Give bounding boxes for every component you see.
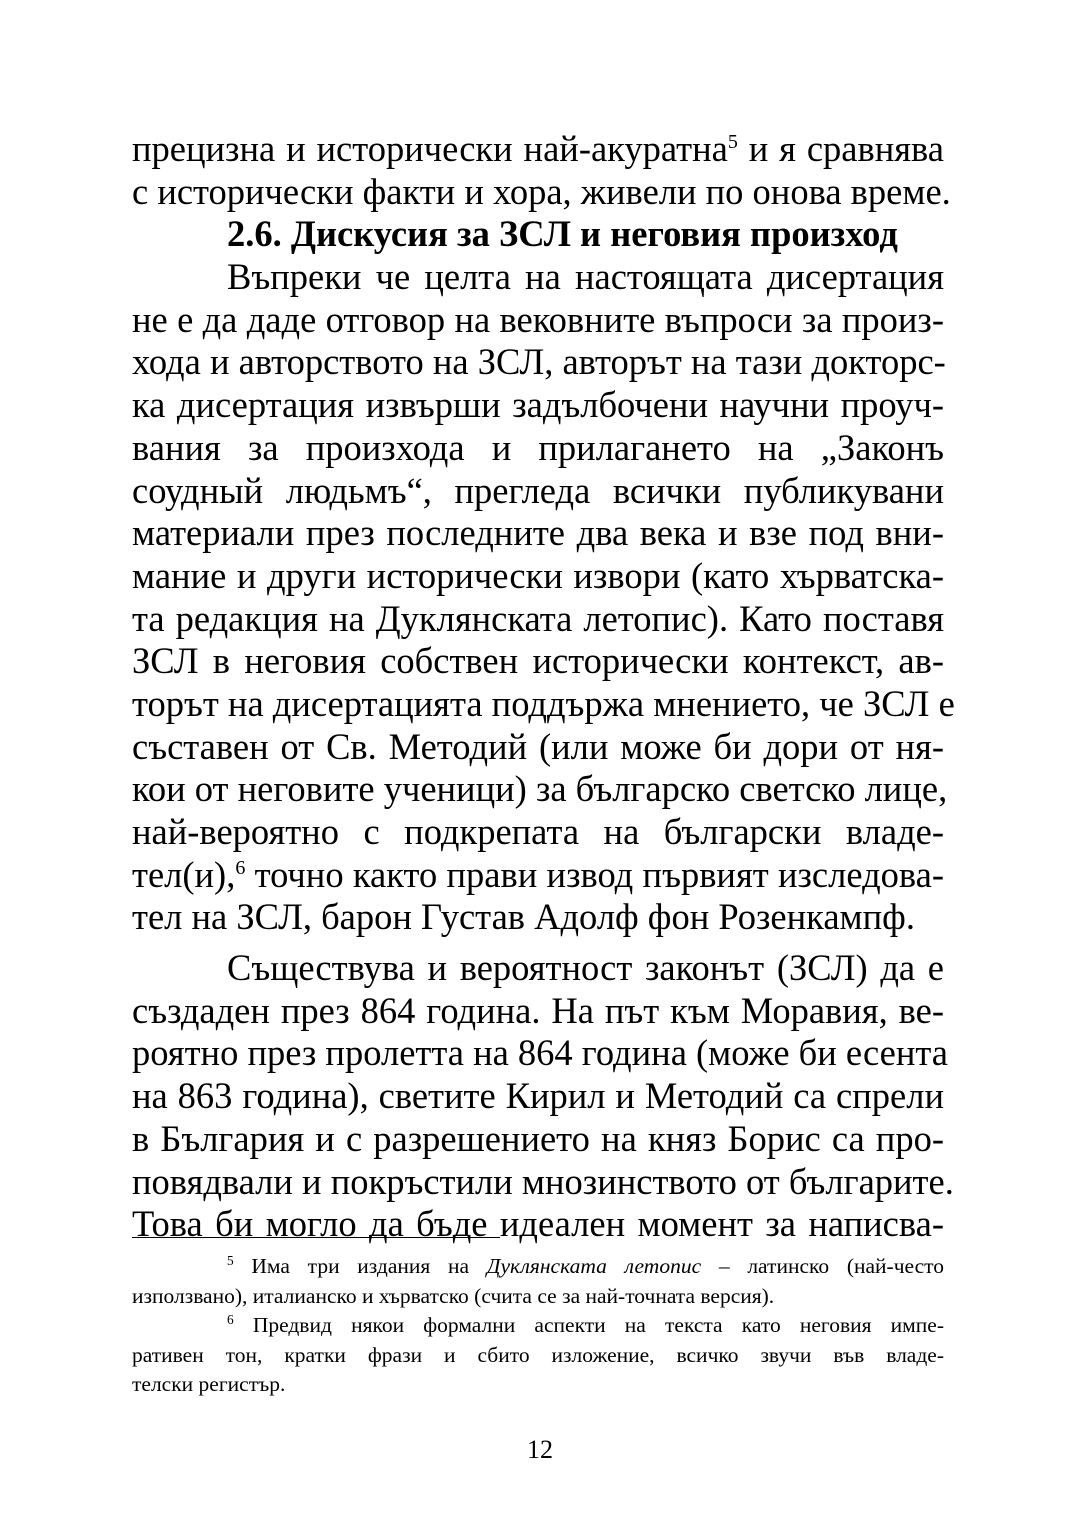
footnote-ref-5[interactable]: 5 — [727, 130, 738, 153]
text-line: та редакция на Дуклянската летопис). Като поставя — [132, 597, 944, 639]
text-line: най-вероятно с подкрепата на български владе- — [132, 811, 944, 852]
text-line: вания за произхода и прилагането на „Законъ — [132, 426, 944, 468]
footnotes — [132, 1252, 944, 1400]
text-line: с исторически факти и хора, живели по онова време. — [132, 170, 951, 212]
text-line: кои от неговите ученици) за българско светско лице, — [132, 768, 948, 810]
text-line: Това би могло да бъде идеален момент за написва- — [132, 1203, 944, 1245]
text-line: ка дисертация извърши задълбочени научни проуч- — [132, 384, 944, 426]
footnote-5 — [132, 1252, 944, 1311]
main-text — [132, 128, 955, 1246]
footnote-marker: 6 — [227, 1311, 234, 1327]
section-heading: 2.6. Дискусия за ЗСЛ и неговия произход — [227, 213, 898, 255]
text-line: соудный людьмъ“, прегледа всички публикувани — [132, 469, 944, 511]
text-line: Въпреки че целта на настоящата дисертация — [227, 256, 944, 298]
text-line: съставен от Св. Методий (или може би дори от ня- — [132, 725, 944, 767]
text-line: в България и с разрешението на княз Борис са про- — [132, 1117, 944, 1159]
paragraph-1 — [132, 256, 955, 939]
text-line: роятно през пролетта на 864 година (може би есента — [132, 1032, 948, 1074]
footnote-ref-6[interactable]: 6 — [235, 856, 246, 879]
text-line: Съществува и вероятност законът (ЗСЛ) да е — [227, 947, 944, 989]
paragraph-2 — [132, 947, 954, 1246]
footnote-italic-title: Дуклянската летопис — [486, 1254, 702, 1278]
footnote-separator — [132, 1237, 500, 1238]
text-line: тел(и),$^6$ точно както прави извод първият изследова- — [132, 853, 944, 895]
text-line: прецизна и исторически най-акуратна$^5$ и я сравнява — [132, 128, 945, 169]
footnote-line: телски регистър. — [132, 1372, 286, 1396]
footnote-marker: 5 — [227, 1252, 234, 1268]
text-line: материали през последните два века и взе под вни- — [132, 512, 944, 554]
page-number: 12 — [527, 1435, 553, 1464]
footnote-line: ративен тон, кратки фрази и сбито изложение, всичко звучи във владе- — [132, 1342, 944, 1367]
text-line: мание и други исторически извори (като хърватска- — [132, 554, 944, 596]
text-line: повядвали и покръстили мнозинството от българите. — [132, 1160, 954, 1202]
text-line: на 863 година), светите Кирил и Методий са спрели — [132, 1075, 944, 1117]
footnote-line: използвано), италианско и хърватско (счита се за най-точната версия). — [132, 1283, 775, 1308]
footnote-6 — [132, 1311, 944, 1400]
text-line: торът на дисертацията поддържа мнението, че ЗСЛ е — [132, 682, 955, 724]
text-line: тел на ЗСЛ, барон Густав Адолф фон Розенкампф. — [132, 896, 915, 938]
footnote-line: $^5$ Има три издания на Дуклянската летопис – латинско (най-често — [227, 1252, 944, 1278]
text-line: хода и авторството на ЗСЛ, авторът на тази докторс- — [132, 341, 946, 383]
text-line: не е да даде отговор на вековните въпроси за произ- — [132, 298, 944, 340]
text-line: създаден през 864 година. На път към Моравия, ве- — [132, 989, 944, 1031]
footnote-line: $^6$ Предвид някои формални аспекти на текста като неговия импе- — [227, 1311, 944, 1337]
text-line: ЗСЛ в неговия собствен исторически контекст, ав- — [132, 640, 944, 682]
